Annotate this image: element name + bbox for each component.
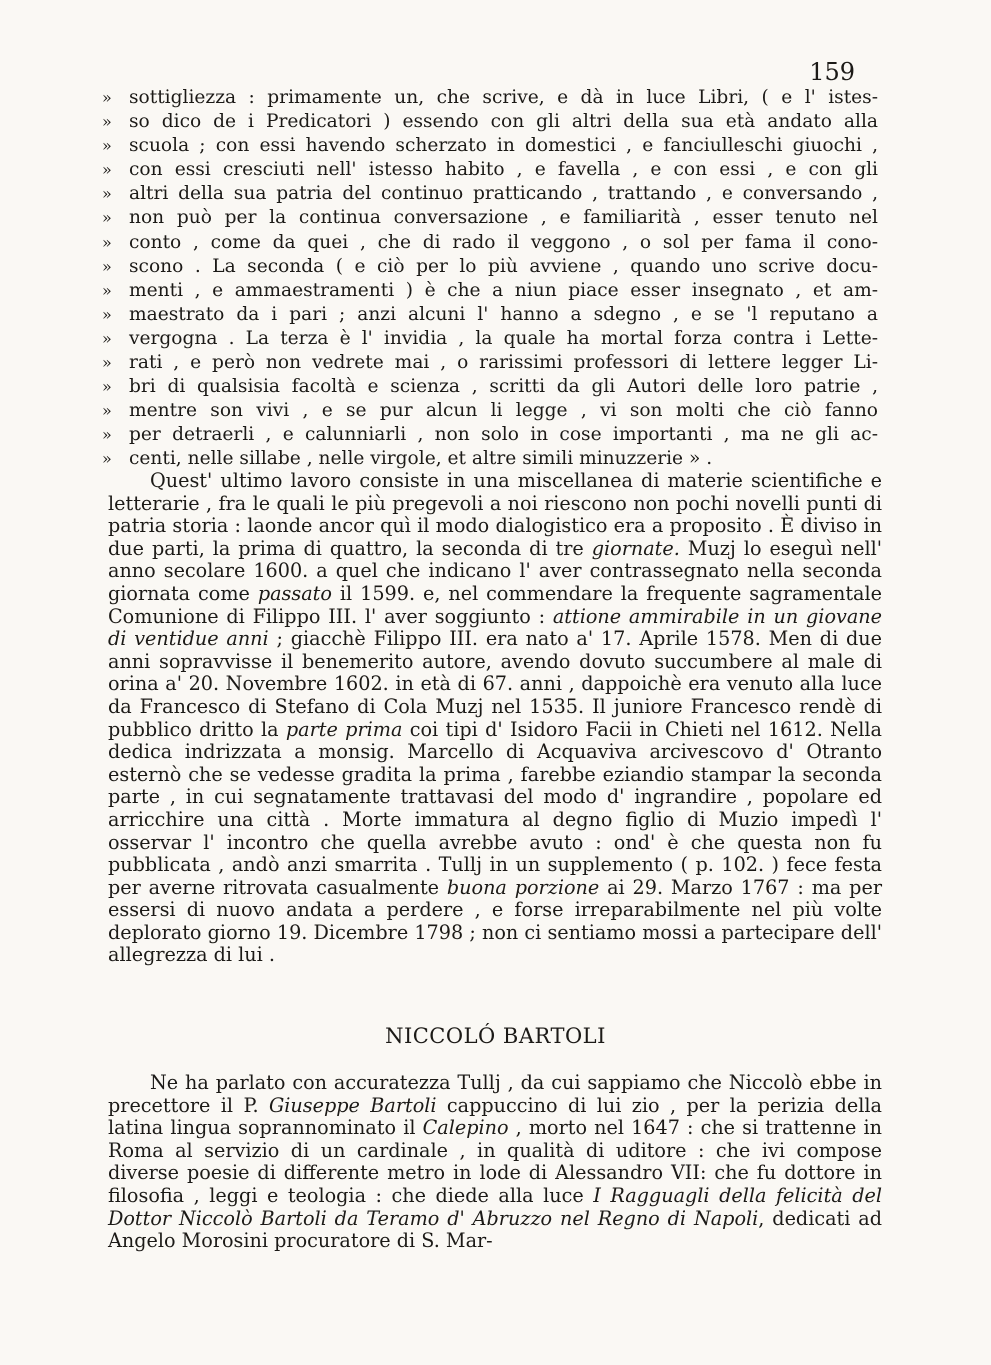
quote-marker: » <box>102 304 112 324</box>
quote-marker: » <box>102 136 112 156</box>
quote-line-text: vergogna . La terza è l' invidia , la quale ha mortal forza contra i Lette- <box>129 327 878 349</box>
quote-line <box>102 351 878 375</box>
quote-line-text: conto , come da quei , che di rado il veggono , o sol per fama il cono- <box>129 231 878 253</box>
paragraph-bartoli <box>108 1072 882 1253</box>
quote-marker: » <box>102 112 112 132</box>
quote-line <box>102 255 878 279</box>
quote-line-text: centi, nelle sillabe , nelle virgole, et altre simili minuzzerie » . <box>129 448 713 470</box>
quote-marker: » <box>102 328 112 348</box>
quote-line-text: altri della sua patria del continuo pratticando , trattando , e conversando , <box>129 183 878 205</box>
quote-line <box>102 206 878 230</box>
quote-line <box>102 447 878 471</box>
quoted-passage <box>102 86 878 472</box>
quote-line-text: menti , e ammaestramenti ) è che a niun piace esser insegnato , et am- <box>129 279 878 301</box>
quote-line-text: sottigliezza : primamente un, che scrive, e dà in luce Libri, ( e l' istes- <box>129 87 878 108</box>
quote-line-text: mentre son vivi , e se pur alcun li legge , vi son molti che ciò fanno <box>129 400 878 422</box>
section-heading: NICCOLÓ BARTOLI <box>385 1024 606 1048</box>
quote-marker: » <box>102 449 112 469</box>
quote-line <box>102 279 878 303</box>
quote-line-text: scuola ; con essi havendo scherzato in domestici , e fanciulleschi giuochi , <box>129 135 878 157</box>
paragraph-text: Ne ha parlato con accuratezza Tullj , da cui sappiamo che Niccolò ebbe in precettore il P. Giuseppe Bartoli cappuccino di lui zio , per la perizia della latina lingua soprannominato il Calepino , morto nel 1647 : che si trattenne in Roma al servizio di un cardinale , in qualità di uditore : che ivi compose diverse poesie di differente metro in lode di Alessandro VII: che fu dottore in filosofia , leggi e teologia : che diede alla luce I Ragguagli della felicità del Dottor Niccolò Bartoli da Teramo d' Abruzzo nel Regno di Napoli, dedicati ad Angelo Morosini procuratore di S. Mar- <box>108 1071 883 1253</box>
quote-line <box>102 423 878 447</box>
quote-marker: » <box>102 401 112 421</box>
quote-line <box>102 158 878 182</box>
quote-marker: » <box>102 280 112 300</box>
quote-marker: » <box>102 425 112 445</box>
quote-marker: » <box>102 377 112 397</box>
quote-marker: » <box>102 232 112 252</box>
quote-line-text: scono . La seconda ( e ciò per lo più avviene , quando uno scrive docu- <box>129 255 878 277</box>
quote-line <box>102 399 878 423</box>
quote-line <box>102 134 878 158</box>
paragraph-text: Quest' ultimo lavoro consiste in una miscellanea di materie scientifiche e letterarie , fra le quali le più pregevoli a noi riescono non pochi novelli punti di patria storia : laonde ancor quì il modo dialogistico era a proposito . È diviso in due parti, la prima di quattro, la seconda di tre giornate. Muzj lo eseguì nell' anno secolare 1600. a quel che indicano l' aver contrassegnato nella seconda giornata come passato il 1599. e, nel commendare la frequente sagramentale Comunione di Filippo III. l' aver soggiunto : attione ammirabile in un giovane di ventidue anni ; giacchè Filippo III. era nato a' 17. Aprile 1578. Men di due anni sopravvisse il benemerito autore, avendo dovuto succumbere al male di orina a' 20. Novembre 1602. in età di 67. anni , dappoichè era venuto alla luce da Francesco di Stefano di Cola Muzj nel 1535. Il juniore Francesco rendè di pubblico dritto la parte prima coi tipi d' Isidoro Facii in Chieti nel 1612. Nella dedica indrizzata a monsig. Marcello di Acquaviva arcivescovo d' Otranto esternò che se vedesse gradita la prima , farebbe eziandio stampar la seconda parte , in cui segnatamente trattavasi del modo d' ingrandire , popolare ed arricchire una città . Morte immatura al degno figlio di Muzio impedì l' osservar l' incontro che quella avrebbe avuto : ond' è che questa non fu pubblicata , andò anzi smarrita . Tullj in un supplemento ( p. 102. ) fece festa per averne ritrovata casualmente buona porzione ai 29. Marzo 1767 : ma per essersi di nuovo andata a perdere , e forse irreparabilmente nel più volte deplorato giorno 19. Dicembre 1798 ; non ci sentiamo mossi a partecipare dell' allegrezza di lui . <box>108 469 883 967</box>
quote-line-text: so dico de i Predicatori ) essendo con gli altri della sua età andato alla <box>129 111 878 133</box>
quote-line <box>102 375 878 399</box>
quote-line-text: bri di qualsisia facoltà e scienza , scritti da gli Autori delle loro patrie , <box>129 376 878 398</box>
quote-line <box>102 86 878 110</box>
quote-line-text: maestrato da i pari ; anzi alcuni l' hanno a sdegno , e se 'l reputano a <box>129 303 878 325</box>
quote-line-text: rati , e però non vedrete mai , o rarissimi professori di lettere legger Li- <box>129 352 878 374</box>
quote-line-text: non può per la continua conversazione , e familiarità , esser tenuto nel <box>129 207 878 229</box>
page-number: 159 <box>809 58 855 86</box>
quote-line <box>102 231 878 255</box>
quote-marker: » <box>102 160 112 180</box>
quote-line <box>102 182 878 206</box>
quote-marker: » <box>102 353 112 373</box>
quote-line-text: con essi cresciuti nell' istesso habito , e favella , e con essi , e con gli <box>129 159 878 181</box>
quote-marker: » <box>102 184 112 204</box>
quote-marker: » <box>102 88 112 107</box>
quote-marker: » <box>102 208 112 228</box>
quote-line-text: per detraerli , e calunniarli , non solo in cose importanti , ma ne gli ac- <box>129 424 878 446</box>
quote-marker: » <box>102 256 112 276</box>
quote-line <box>102 303 878 327</box>
paragraph-muzj-work <box>108 470 882 967</box>
quote-line <box>102 110 878 134</box>
quote-line <box>102 327 878 351</box>
